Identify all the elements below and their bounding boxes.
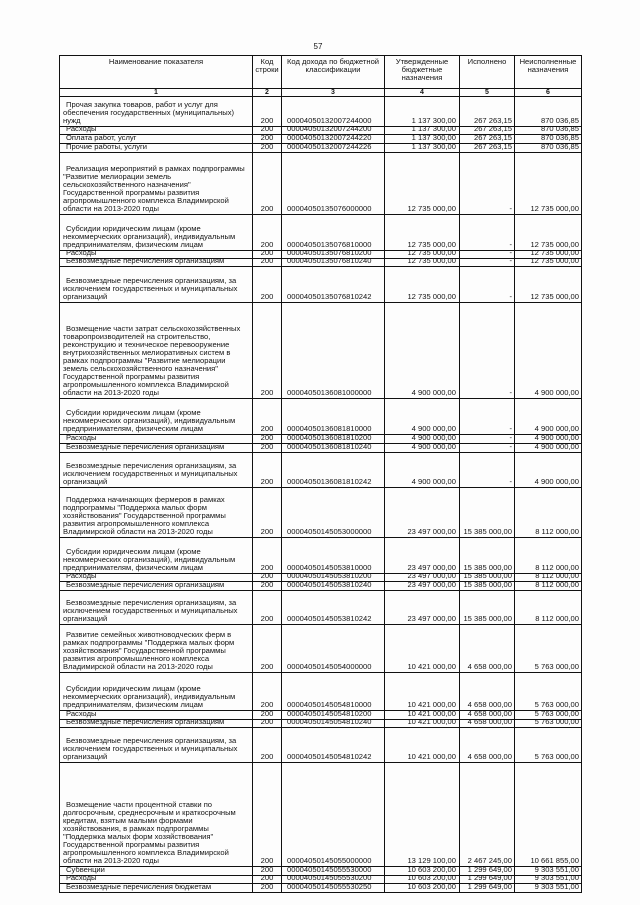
- row-approved-amount: 12 735 000,00: [385, 153, 460, 214]
- table-row: [60, 763, 582, 867]
- row-name: Безвозмездные перечисления организациям: [60, 582, 253, 590]
- row-unexecuted-amount: 9 303 551,00: [515, 867, 582, 875]
- column-number-row: [60, 89, 582, 97]
- column-number: 4: [385, 89, 460, 96]
- row-executed-amount: 15 385 000,00: [460, 488, 515, 537]
- row-line-code: 200: [253, 763, 282, 866]
- row-budget-code: 00004050135076810000: [282, 215, 385, 250]
- row-approved-amount: 10 421 000,00: [385, 673, 460, 710]
- row-name: Расходы: [60, 711, 253, 719]
- header-executed: Исполнено: [460, 56, 515, 88]
- row-executed-amount: 1 299 649,00: [460, 876, 515, 883]
- row-approved-amount: 10 603 200,00: [385, 876, 460, 883]
- row-executed-amount: -: [460, 259, 515, 266]
- row-line-code: 200: [253, 444, 282, 452]
- row-executed-amount: -: [460, 399, 515, 434]
- row-line-code: 200: [253, 97, 282, 126]
- row-approved-amount: 12 735 000,00: [385, 259, 460, 266]
- row-budget-code: 00004050145055530000: [282, 867, 385, 875]
- row-unexecuted-amount: 8 112 000,00: [515, 591, 582, 624]
- row-budget-code: 00004050145055530200: [282, 876, 385, 883]
- row-budget-code: 00004050145053810240: [282, 582, 385, 590]
- table-row: [60, 444, 582, 453]
- row-line-code: 200: [253, 303, 282, 398]
- row-line-code: 200: [253, 884, 282, 892]
- row-approved-amount: 1 137 300,00: [385, 127, 460, 134]
- column-number: 2: [253, 89, 282, 96]
- row-name: Расходы: [60, 876, 253, 883]
- row-budget-code: 00004050132007244220: [282, 135, 385, 143]
- row-name: Прочая закупка товаров, работ и услуг для обеспечения государственных (муниципальных) нужд: [60, 97, 253, 126]
- row-approved-amount: 1 137 300,00: [385, 97, 460, 126]
- header-unexecuted: Неисполненные назначения: [515, 56, 582, 88]
- row-line-code: 200: [253, 435, 282, 443]
- row-executed-amount: 267 263,15: [460, 127, 515, 134]
- row-budget-code: 00004050145055000000: [282, 763, 385, 866]
- row-unexecuted-amount: 870 036,85: [515, 97, 582, 126]
- row-name: Безвозмездные перечисления организациям: [60, 444, 253, 452]
- row-budget-code: 00004050135076810200: [282, 251, 385, 258]
- row-approved-amount: 4 900 000,00: [385, 303, 460, 398]
- row-approved-amount: 10 603 200,00: [385, 884, 460, 892]
- page-number: 57: [313, 42, 323, 51]
- row-name: Безвозмездные перечисления организациям, за исключением государственных и муниципальных организаций: [60, 453, 253, 487]
- table-row: [60, 256, 582, 267]
- row-line-code: 200: [253, 453, 282, 487]
- budget-table: [59, 55, 582, 893]
- row-approved-amount: 10 421 000,00: [385, 711, 460, 719]
- row-unexecuted-amount: 12 735 000,00: [515, 259, 582, 266]
- row-approved-amount: 23 497 000,00: [385, 488, 460, 537]
- row-unexecuted-amount: 870 036,85: [515, 127, 582, 134]
- row-executed-amount: -: [460, 303, 515, 398]
- column-number: 6: [515, 89, 582, 96]
- row-unexecuted-amount: 10 661 855,00: [515, 763, 582, 866]
- row-line-code: 200: [253, 582, 282, 590]
- row-name: Оплата работ, услуг: [60, 135, 253, 143]
- row-line-code: 200: [253, 399, 282, 434]
- row-approved-amount: 10 603 200,00: [385, 867, 460, 875]
- row-approved-amount: 12 735 000,00: [385, 215, 460, 250]
- header-name: Наименование показателя: [60, 56, 253, 88]
- row-budget-code: 00004050135076810242: [282, 267, 385, 302]
- row-budget-code: 00004050145053000000: [282, 488, 385, 537]
- row-budget-code: 00004050136081000000: [282, 303, 385, 398]
- row-unexecuted-amount: 4 900 000,00: [515, 435, 582, 443]
- row-executed-amount: -: [460, 435, 515, 443]
- row-budget-code: 00004050132007244200: [282, 127, 385, 134]
- table-row: [60, 673, 582, 711]
- table-header-row: [60, 56, 582, 89]
- row-unexecuted-amount: 8 112 000,00: [515, 488, 582, 537]
- column-number: 3: [282, 89, 385, 96]
- row-name: Поддержка начинающих фермеров в рамках подпрограммы "Поддержка малых форм хозяйствования" Государственной программы развития агропромышленного комплекса Владимирской области на 2013-2020 годы: [60, 488, 253, 537]
- header-line-code: Код строки: [253, 56, 282, 88]
- table-row: [60, 97, 582, 127]
- table-row: [60, 728, 582, 763]
- row-name: Расходы: [60, 127, 253, 134]
- row-name: Субсидии юридическим лицам (кроме некоммерческих организаций), индивидуальным предпринимателям, физическим лицам: [60, 399, 253, 434]
- row-name: Возмещение части затрат сельскохозяйственных товаропроизводителей на строительство, реконструкцию и техническое перевооружение внутрихозяйственных мелиоративных систем в рамках подпрограммы "Развитие мелиорации земель сельскохозяйственного назначения" Государственной программы развития агропромышленного комплекса Владимирской области на 2013-2020 годы: [60, 303, 253, 398]
- row-executed-amount: 4 658 000,00: [460, 720, 515, 727]
- row-line-code: 200: [253, 144, 282, 152]
- row-budget-code: 00004050135076810240: [282, 259, 385, 266]
- row-name: Безвозмездные перечисления организациям: [60, 259, 253, 266]
- row-name: Развитие семейных животноводческих ферм в рамках подпрограммы "Поддержка малых форм хозяйствования" Государственной программы развития агропромышленного комплекса Владимирской области на 2013-2020 годы: [60, 625, 253, 672]
- table-row: [60, 303, 582, 399]
- row-name: Субсидии юридическим лицам (кроме некоммерческих организаций), индивидуальным предпринимателям, физическим лицам: [60, 673, 253, 710]
- row-unexecuted-amount: 4 900 000,00: [515, 444, 582, 452]
- row-name: Субвенции: [60, 867, 253, 875]
- row-budget-code: 00004050135076000000: [282, 153, 385, 214]
- row-budget-code: 00004050136081810242: [282, 453, 385, 487]
- row-approved-amount: 12 735 000,00: [385, 267, 460, 302]
- row-executed-amount: 15 385 000,00: [460, 574, 515, 581]
- table-row: [60, 717, 582, 728]
- row-name: Прочие работы, услуги: [60, 144, 253, 152]
- table-row: [60, 488, 582, 538]
- row-unexecuted-amount: 4 900 000,00: [515, 303, 582, 398]
- row-executed-amount: 267 263,15: [460, 135, 515, 143]
- row-unexecuted-amount: 9 303 551,00: [515, 884, 582, 892]
- row-executed-amount: 1 299 649,00: [460, 884, 515, 892]
- row-name: Безвозмездные перечисления организациям, за исключением государственных и муниципальных организаций: [60, 728, 253, 762]
- row-budget-code: 00004050145054810000: [282, 673, 385, 710]
- row-budget-code: 00004050136081810240: [282, 444, 385, 452]
- row-unexecuted-amount: 12 735 000,00: [515, 153, 582, 214]
- row-line-code: 200: [253, 625, 282, 672]
- table-row: [60, 215, 582, 251]
- row-approved-amount: 23 497 000,00: [385, 582, 460, 590]
- row-line-code: 200: [253, 876, 282, 883]
- table-row: [60, 144, 582, 153]
- row-executed-amount: -: [460, 153, 515, 214]
- row-budget-code: 00004050145054000000: [282, 625, 385, 672]
- row-name: Возмещение части процентной ставки по долгосрочным, среднесрочным и краткосрочным кредитам, взятым малыми формами хозяйствования, в рамках подпрограммы "Поддержка малых форм хозяйствования" Государственной программы развития агропромышленного комплекса Владимирской области на 2013-2020 годы: [60, 763, 253, 866]
- row-line-code: 200: [253, 720, 282, 727]
- row-line-code: 200: [253, 259, 282, 266]
- column-number: 1: [60, 89, 253, 96]
- row-executed-amount: -: [460, 453, 515, 487]
- row-line-code: 200: [253, 488, 282, 537]
- row-name: Субсидии юридическим лицам (кроме некоммерческих организаций), индивидуальным предпринимателям, физическим лицам: [60, 538, 253, 573]
- row-executed-amount: 15 385 000,00: [460, 582, 515, 590]
- row-line-code: 200: [253, 135, 282, 143]
- row-unexecuted-amount: 870 036,85: [515, 135, 582, 143]
- row-line-code: 200: [253, 127, 282, 134]
- row-unexecuted-amount: 8 112 000,00: [515, 538, 582, 573]
- row-name: Расходы: [60, 251, 253, 258]
- row-unexecuted-amount: 5 763 000,00: [515, 720, 582, 727]
- row-unexecuted-amount: 12 735 000,00: [515, 215, 582, 250]
- row-executed-amount: 1 299 649,00: [460, 867, 515, 875]
- row-line-code: 200: [253, 711, 282, 719]
- row-budget-code: 00004050145054810242: [282, 728, 385, 762]
- row-line-code: 200: [253, 728, 282, 762]
- row-executed-amount: -: [460, 267, 515, 302]
- row-executed-amount: -: [460, 215, 515, 250]
- row-name: Безвозмездные перечисления организациям: [60, 720, 253, 727]
- row-unexecuted-amount: 4 900 000,00: [515, 399, 582, 434]
- row-line-code: 200: [253, 153, 282, 214]
- table-row: [60, 591, 582, 625]
- table-body: [60, 97, 582, 893]
- row-approved-amount: 10 421 000,00: [385, 720, 460, 727]
- row-approved-amount: 1 137 300,00: [385, 135, 460, 143]
- row-line-code: 200: [253, 591, 282, 624]
- row-line-code: 200: [253, 574, 282, 581]
- row-budget-code: 00004050145054810240: [282, 720, 385, 727]
- row-executed-amount: 4 658 000,00: [460, 625, 515, 672]
- row-line-code: 200: [253, 251, 282, 258]
- row-name: Безвозмездные перечисления организациям, за исключением государственных и муниципальных организаций: [60, 267, 253, 302]
- table-row: [60, 582, 582, 591]
- table-row: [60, 884, 582, 893]
- row-budget-code: 00004050136081810200: [282, 435, 385, 443]
- row-budget-code: 00004050132007244226: [282, 144, 385, 152]
- row-approved-amount: 23 497 000,00: [385, 538, 460, 573]
- row-unexecuted-amount: 5 763 000,00: [515, 673, 582, 710]
- row-line-code: 200: [253, 267, 282, 302]
- table-row: [60, 153, 582, 215]
- table-row: [60, 453, 582, 488]
- table-row: [60, 625, 582, 673]
- row-name: Субсидии юридическим лицам (кроме некоммерческих организаций), индивидуальным предпринимателям, физическим лицам: [60, 215, 253, 250]
- row-unexecuted-amount: 5 763 000,00: [515, 728, 582, 762]
- row-executed-amount: 15 385 000,00: [460, 538, 515, 573]
- row-unexecuted-amount: 5 763 000,00: [515, 625, 582, 672]
- row-budget-code: 00004050145053810000: [282, 538, 385, 573]
- row-budget-code: 00004050145055530250: [282, 884, 385, 892]
- row-executed-amount: -: [460, 444, 515, 452]
- row-name: Безвозмездные перечисления организациям, за исключением государственных и муниципальных организаций: [60, 591, 253, 624]
- row-approved-amount: 12 735 000,00: [385, 251, 460, 258]
- row-executed-amount: 267 263,15: [460, 97, 515, 126]
- row-executed-amount: -: [460, 251, 515, 258]
- row-budget-code: 00004050145053810242: [282, 591, 385, 624]
- row-approved-amount: 23 497 000,00: [385, 574, 460, 581]
- header-approved: Утвержденные бюджетные назначения: [385, 56, 460, 88]
- table-row: [60, 538, 582, 574]
- row-line-code: 200: [253, 215, 282, 250]
- row-approved-amount: 23 497 000,00: [385, 591, 460, 624]
- row-unexecuted-amount: 8 112 000,00: [515, 582, 582, 590]
- row-approved-amount: 4 900 000,00: [385, 399, 460, 434]
- row-line-code: 200: [253, 867, 282, 875]
- row-executed-amount: 267 263,15: [460, 144, 515, 152]
- row-line-code: 200: [253, 538, 282, 573]
- row-approved-amount: 1 137 300,00: [385, 144, 460, 152]
- row-approved-amount: 10 421 000,00: [385, 625, 460, 672]
- row-executed-amount: 2 467 245,00: [460, 763, 515, 866]
- table-row: [60, 399, 582, 435]
- row-unexecuted-amount: 5 763 000,00: [515, 711, 582, 719]
- row-executed-amount: 4 658 000,00: [460, 728, 515, 762]
- row-approved-amount: 10 421 000,00: [385, 728, 460, 762]
- header-budget-code: Код дохода по бюджетной классификации: [282, 56, 385, 88]
- row-unexecuted-amount: 4 900 000,00: [515, 453, 582, 487]
- row-unexecuted-amount: 8 112 000,00: [515, 574, 582, 581]
- row-approved-amount: 4 900 000,00: [385, 444, 460, 452]
- row-executed-amount: 15 385 000,00: [460, 591, 515, 624]
- row-approved-amount: 4 900 000,00: [385, 453, 460, 487]
- row-name: Реализация мероприятий в рамках подпрограммы "Развитие мелиорации земель сельскохозяйственного назначения" Государственной программы развития агропромышленного комплекса Владимирской области на 2013-2020 годы: [60, 153, 253, 214]
- row-unexecuted-amount: 870 036,85: [515, 144, 582, 152]
- row-budget-code: 00004050132007244000: [282, 97, 385, 126]
- row-executed-amount: 4 658 000,00: [460, 673, 515, 710]
- column-number: 5: [460, 89, 515, 96]
- row-budget-code: 00004050145054810200: [282, 711, 385, 719]
- table-row: [60, 267, 582, 303]
- row-name: Расходы: [60, 435, 253, 443]
- row-approved-amount: 13 129 100,00: [385, 763, 460, 866]
- row-name: Безвозмездные перечисления бюджетам: [60, 884, 253, 892]
- row-budget-code: 00004050145053810200: [282, 574, 385, 581]
- row-unexecuted-amount: 12 735 000,00: [515, 251, 582, 258]
- row-budget-code: 00004050136081810000: [282, 399, 385, 434]
- row-unexecuted-amount: 12 735 000,00: [515, 267, 582, 302]
- row-unexecuted-amount: 9 303 551,00: [515, 876, 582, 883]
- row-line-code: 200: [253, 673, 282, 710]
- row-approved-amount: 4 900 000,00: [385, 435, 460, 443]
- row-executed-amount: 4 658 000,00: [460, 711, 515, 719]
- row-name: Расходы: [60, 574, 253, 581]
